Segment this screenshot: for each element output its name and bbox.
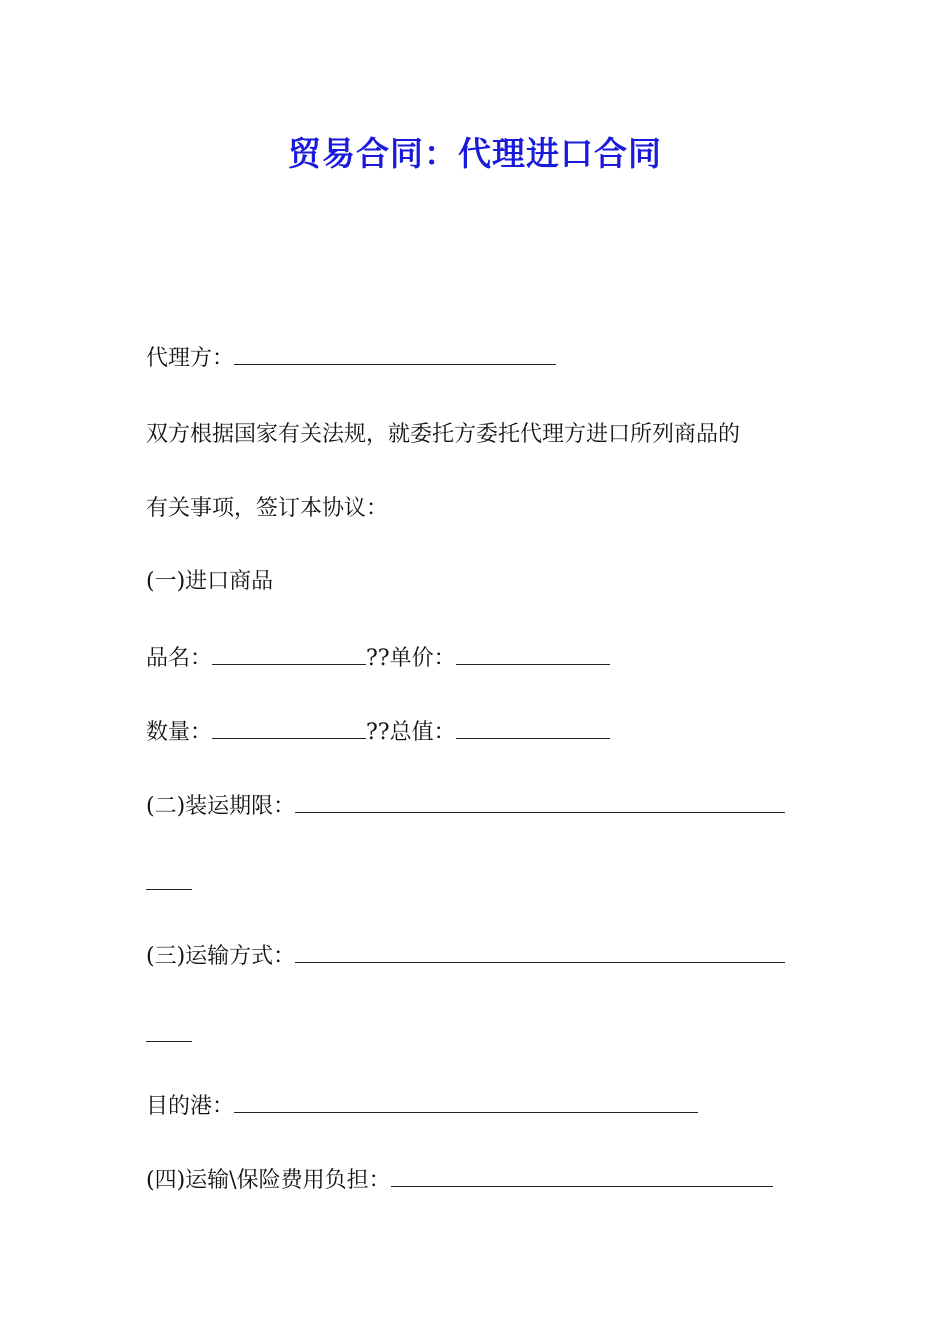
unit-price-label: ??单价： [366, 646, 456, 671]
quantity-label: 数量： [146, 720, 213, 745]
insurance-cost-line [146, 1166, 773, 1196]
intro-line-1: 双方根据国家有关法规，就委托方委托代理方进口所列商品的 [146, 422, 741, 447]
section-1-heading: (一)进口商品 [146, 569, 274, 594]
quantity-blank[interactable] [212, 718, 366, 739]
total-value-label: ??总值： [366, 720, 456, 745]
destination-port-line [146, 1092, 698, 1122]
transport-method-line [146, 942, 785, 972]
insurance-cost-blank[interactable] [391, 1166, 773, 1187]
destination-port-label: 目的港： [146, 1094, 235, 1119]
transport-method-label: (三)运输方式： [146, 944, 296, 969]
agent-blank[interactable] [234, 344, 556, 365]
transport-method-blank[interactable] [295, 942, 785, 963]
total-value-blank[interactable] [456, 718, 610, 739]
unit-price-blank[interactable] [456, 644, 610, 665]
document-title: 贸易合同：代理进口合同 [288, 134, 662, 173]
destination-port-blank[interactable] [234, 1092, 698, 1113]
intro-line-2: 有关事项，签订本协议： [146, 496, 389, 521]
shipment-period-label: (二)装运期限： [146, 794, 296, 819]
shipment-period-line [146, 792, 785, 822]
product-price-line [146, 644, 610, 674]
agent-line [146, 344, 556, 374]
shipment-period-blank[interactable] [295, 792, 785, 813]
insurance-cost-label: (四)运输\保险费用负担： [146, 1168, 391, 1193]
shipment-period-blank-continued[interactable] [146, 889, 192, 890]
product-name-label: 品名： [146, 646, 213, 671]
quantity-total-line [146, 718, 610, 748]
product-name-blank[interactable] [212, 644, 366, 665]
transport-method-blank-continued[interactable] [146, 1041, 192, 1042]
agent-label: 代理方： [146, 346, 235, 371]
